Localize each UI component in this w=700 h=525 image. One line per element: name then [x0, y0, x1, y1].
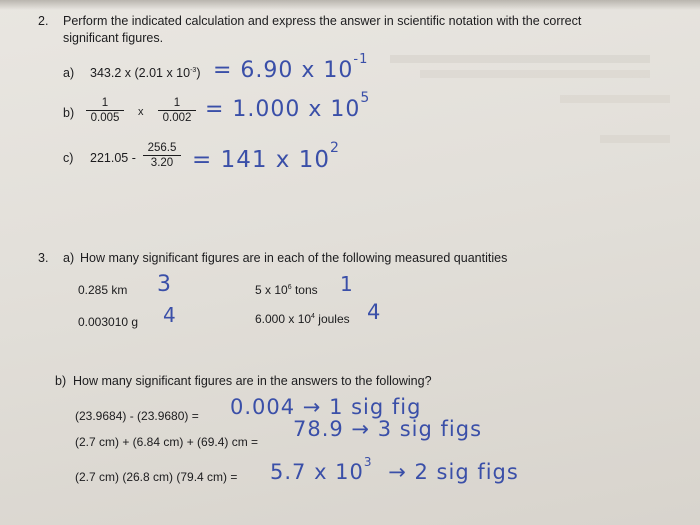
problem-2-prompt: Perform the indicated calculation and express the answer in scientific notation with the correct: [63, 14, 582, 28]
bleed-through-mark: [420, 70, 650, 78]
fraction-1-over-0-005: 1 0.005: [86, 97, 124, 124]
problem-2-number: 2.: [38, 14, 49, 28]
fraction-1-over-0-002: 1 0.002: [158, 97, 196, 124]
part-c-handwritten-answer: = 141 x $10^2$: [192, 140, 340, 173]
part-b-handwritten-answer: = 1.000 x $10^5$: [205, 90, 371, 122]
calc-1-handwritten-answer: 0.004 → 1 sig fig: [230, 395, 422, 419]
problem-3b-label: b): [55, 374, 67, 388]
part-a-expression: 343.2 x (2.01 x $10^{-3}$): [90, 66, 201, 80]
quantity-3-handwritten-answer: 1: [340, 272, 354, 296]
problem-3a-label: a): [63, 251, 75, 265]
fraction-256-5-over-3-20: 256.5 3.20: [143, 142, 181, 169]
quantity-6-000e4-joules: 6.000 x $10^4$ joules: [255, 312, 350, 326]
quantity-2-handwritten-answer: 4: [163, 303, 177, 327]
problem-3a-prompt: How many significant figures are in each of the following measured quantities: [80, 251, 508, 265]
quantity-0-003010-g: 0.003010 g: [78, 315, 139, 329]
calc-2-handwritten-answer: 78.9 → 3 sig figs: [293, 417, 483, 441]
problem-2-prompt-cont: significant figures.: [63, 31, 164, 45]
bleed-through-mark: [390, 55, 650, 63]
part-c-label: c): [63, 151, 74, 165]
problem-3-number: 3.: [38, 251, 49, 265]
part-b-label: b): [63, 106, 75, 120]
quantity-0-285-km: 0.285 km: [78, 283, 128, 297]
calc-3-handwritten-answer: 5.7 x $10^3 \to 2$ sig figs: [270, 455, 519, 484]
quantity-4-handwritten-answer: 4: [367, 300, 382, 324]
part-a-label: a): [63, 66, 75, 80]
quantity-5e6-tons: 5 x $10^6$ tons: [255, 283, 318, 297]
calc-subtraction: (23.9684) - (23.9680) =: [75, 409, 199, 423]
bleed-through-mark: [600, 135, 670, 143]
calc-addition: (2.7 cm) + (6.84 cm) + (69.4) cm =: [75, 435, 259, 449]
times-sign: x: [138, 106, 144, 118]
part-a-handwritten-answer: = 6.90 x $10^{-1}$: [213, 52, 369, 83]
page-shadow: [0, 0, 700, 10]
quantity-1-handwritten-answer: 3: [157, 272, 172, 297]
calc-multiplication: (2.7 cm) (26.8 cm) (79.4 cm) =: [75, 470, 238, 484]
bleed-through-mark: [560, 95, 670, 103]
part-c-expression: 221.05 -: [90, 151, 136, 165]
problem-3b-prompt: How many significant figures are in the answers to the following?: [73, 374, 432, 388]
